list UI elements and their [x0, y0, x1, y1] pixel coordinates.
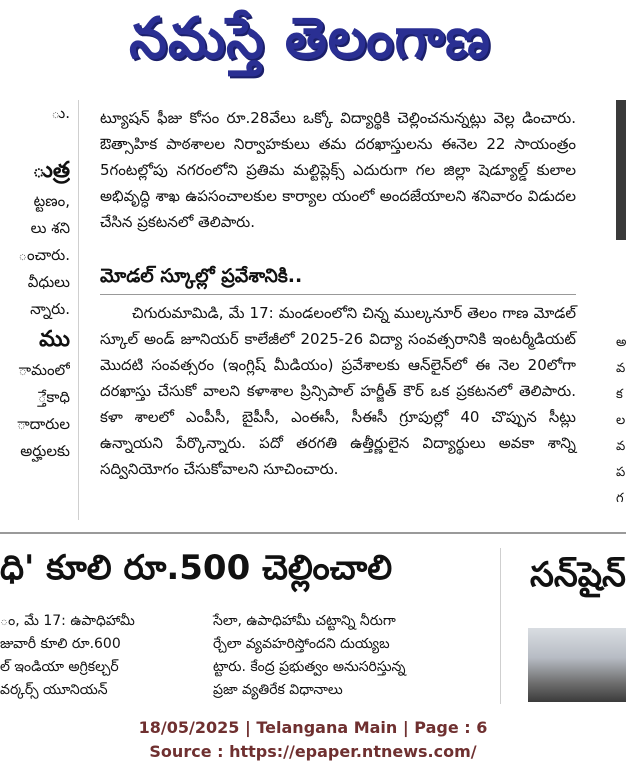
article-tuition-fee	[100, 105, 576, 235]
text-line: అర్హులకు	[20, 442, 70, 460]
section-divider	[0, 532, 626, 534]
text-line: ామంలో	[18, 361, 70, 379]
text-line: ట్టణం,	[33, 192, 70, 210]
text-line: క	[616, 387, 623, 402]
text-line: సేలా, ఉపాధిహామీ చట్టాన్ని నీరుగా	[213, 613, 396, 629]
text-line: జువారీ కూలి రూ.600	[0, 636, 121, 652]
story-body	[0, 610, 500, 702]
story-column-2	[213, 610, 498, 702]
text-line: ప్రజా వ్యతిరేక విధానాలు	[213, 682, 343, 698]
column-divider	[78, 100, 79, 520]
text-line: ప	[616, 465, 626, 480]
text-line: ర్చేలా వ్యవహరిస్తోందని దుయ్యబ	[213, 636, 390, 652]
text-line: న్నారు.	[30, 300, 70, 318]
text-line: ల్ ఇండియా అగ్రికల్చర్	[0, 659, 119, 675]
text-line: ్తేకాధి	[37, 388, 70, 406]
text-line: అ	[616, 335, 626, 350]
text-line: వ	[616, 361, 626, 376]
article-model-school	[100, 300, 576, 482]
edition-info: 18/05/2025 | Telangana Main | Page : 6	[138, 718, 488, 737]
story-headline: ధి' కూలి రూ.500 చెల్లించాలి	[0, 548, 393, 588]
article-body: ట్యూషన్ ఫీజు కోసం రూ.28వేలు ఒక్కో విద్యార్థికి చెల్లించనున్నట్లు వెల్ల డించారు. ఔత్సాహిక పాఠశాలల నిర్వాహకులు తమ దరఖాస్తులను ఈనెల 22 సాయంత్రం 5గంటల్లోపు నగరంలోని ప్రతిమ మల్టిప్లెక్స్ ఎదురుగా గల జిల్లా షెడ్యూల్డ్ కులాల అభివృద్ధి శాఖ ఉపసంచాలకుల కార్యాల యంలో అందజేయాలని శనివారం విడుదల చేసిన ప్రకటనలో తెలిపారు.	[100, 109, 576, 231]
text-line: ంచారు.	[18, 246, 70, 264]
text-line: లు శని	[30, 219, 70, 237]
right-column-clipped	[616, 330, 626, 530]
text-line: ుత్ర	[32, 158, 70, 183]
newspaper-logo: నమస్తే తెలంగాణ	[129, 4, 491, 71]
text-line: వర్కర్స్ యూనియన్	[0, 682, 108, 698]
masthead	[0, 0, 626, 92]
footer	[0, 704, 626, 781]
column-divider	[500, 548, 501, 708]
text-line: వీధులు	[27, 273, 70, 291]
article-body: చిగురుమామిడి, మే 17: మండలంలోని చిన్న ముల్కనూర్ తెలం గాణ మోడల్ స్కూల్ అండ్ జూనియర్ కాలేజీలో 2025-26 విద్యా సంవత్సరానికి ఇంటర్మీడియట్ మొదటి సంవత్సరం (ఇంగ్లిష్ మీడియం) ప్రవేశాలకు ఆన్‌లైన్‌లో ఈ నెల 20లోగా దరఖాస్తు చేసుకో వాలని కళాశాల ప్రిన్సిపాల్ హర్జీత్ కౌర్ ఒక ప్రకటనలో తెలిపారు. కళా శాలలో ఎంపీసీ, బైపీసీ, ఎంఈసీ, సీఈసీ గ్రూపుల్లో 40 చొప్పున సీట్లు ఉన్నాయని పేర్కొన్నారు. పదో తరగతి ఉత్తీర్ణులైన విద్యార్థులు అవకా శాన్ని సద్వినియోగం చేసుకోవాలని సూచించారు.	[100, 304, 576, 478]
story-column-1	[0, 610, 195, 702]
text-line: వ	[616, 439, 626, 454]
side-story-photo	[528, 628, 626, 702]
left-column-clipped	[0, 100, 70, 530]
source-link[interactable]: Source : https://epaper.ntnews.com/	[149, 742, 477, 761]
text-line: ం, మే 17: ఉపాధిహామీ	[0, 613, 135, 629]
side-story-headline: సన్‌షైన్	[530, 555, 626, 595]
article-subhead: మోడల్ స్కూల్లో ప్రవేశానికి..	[100, 265, 303, 287]
subhead-divider	[100, 294, 576, 295]
text-line: గ	[616, 491, 624, 506]
text-line: ాదారుల	[17, 415, 70, 433]
text-line: ల	[616, 413, 626, 428]
text-line: ట్టారు. కేంద్ర ప్రభుత్వం అనుసరిస్తున్న	[213, 659, 406, 675]
photo-thumbnail	[616, 100, 626, 240]
text-line: ము	[39, 327, 70, 352]
text-line: ు.	[51, 104, 70, 122]
text-line	[0, 127, 70, 154]
